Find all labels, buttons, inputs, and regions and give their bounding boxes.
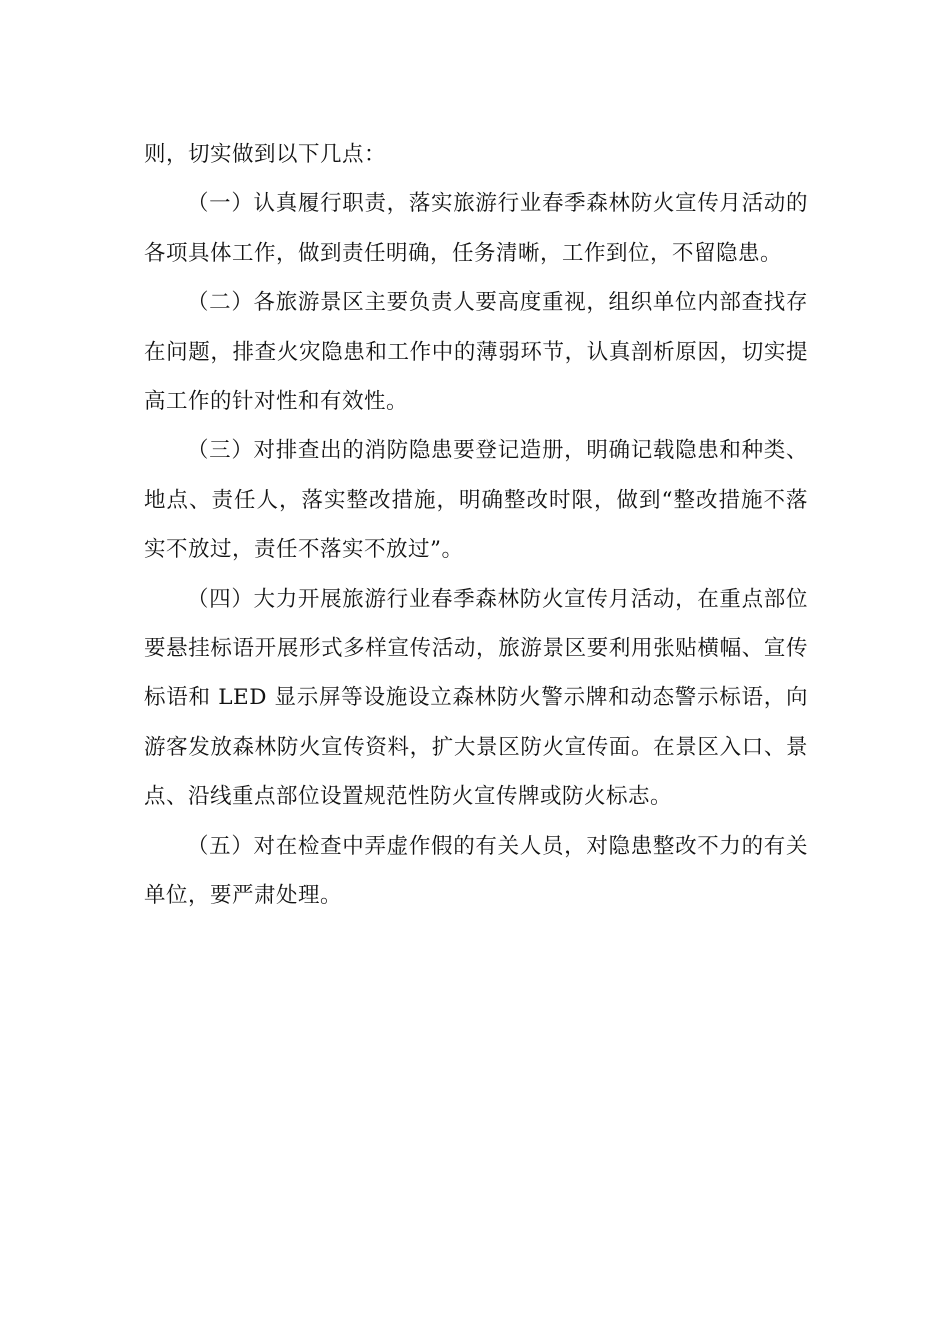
paragraph-item-5: （五）对在检查中弄虚作假的有关人员，对隐患整改不力的有关单位，要严肃处理。 — [144, 833, 808, 909]
paragraph-continuation: 则，切实做到以下几点： — [144, 142, 387, 167]
body-text — [144, 130, 808, 921]
paragraph-item-3: （三）对排查出的消防隐患要登记造册，明确记载隐患和种类、地点、责任人，落实整改措施，明确整改时限，做到“整改措施不落实不放过，责任不落实不放过”。 — [144, 438, 808, 563]
paragraph-item-2: （二）各旅游景区主要负责人要高度重视，组织单位内部查找存在问题，排查火灾隐患和工作中的薄弱环节，认真剖析原因，切实提高工作的针对性和有效性。 — [144, 290, 808, 415]
paragraph-item-4: （四）大力开展旅游行业春季森林防火宣传月活动，在重点部位要悬挂标语开展形式多样宣传活动，旅游景区要利用张贴横幅、宣传标语和 LED 显示屏等设施设立森林防火警示牌和动态警示标语，向游客发放森林防火宣传资料，扩大景区防火宣传面。在景区入口、景点、沿线重点部位设置规范性防火宣传牌或防火标志。 — [144, 586, 808, 810]
paragraph-item-1: （一）认真履行职责，落实旅游行业春季森林防火宣传月活动的各项具体工作，做到责任明确，任务清晰，工作到位，不留隐患。 — [144, 191, 808, 266]
